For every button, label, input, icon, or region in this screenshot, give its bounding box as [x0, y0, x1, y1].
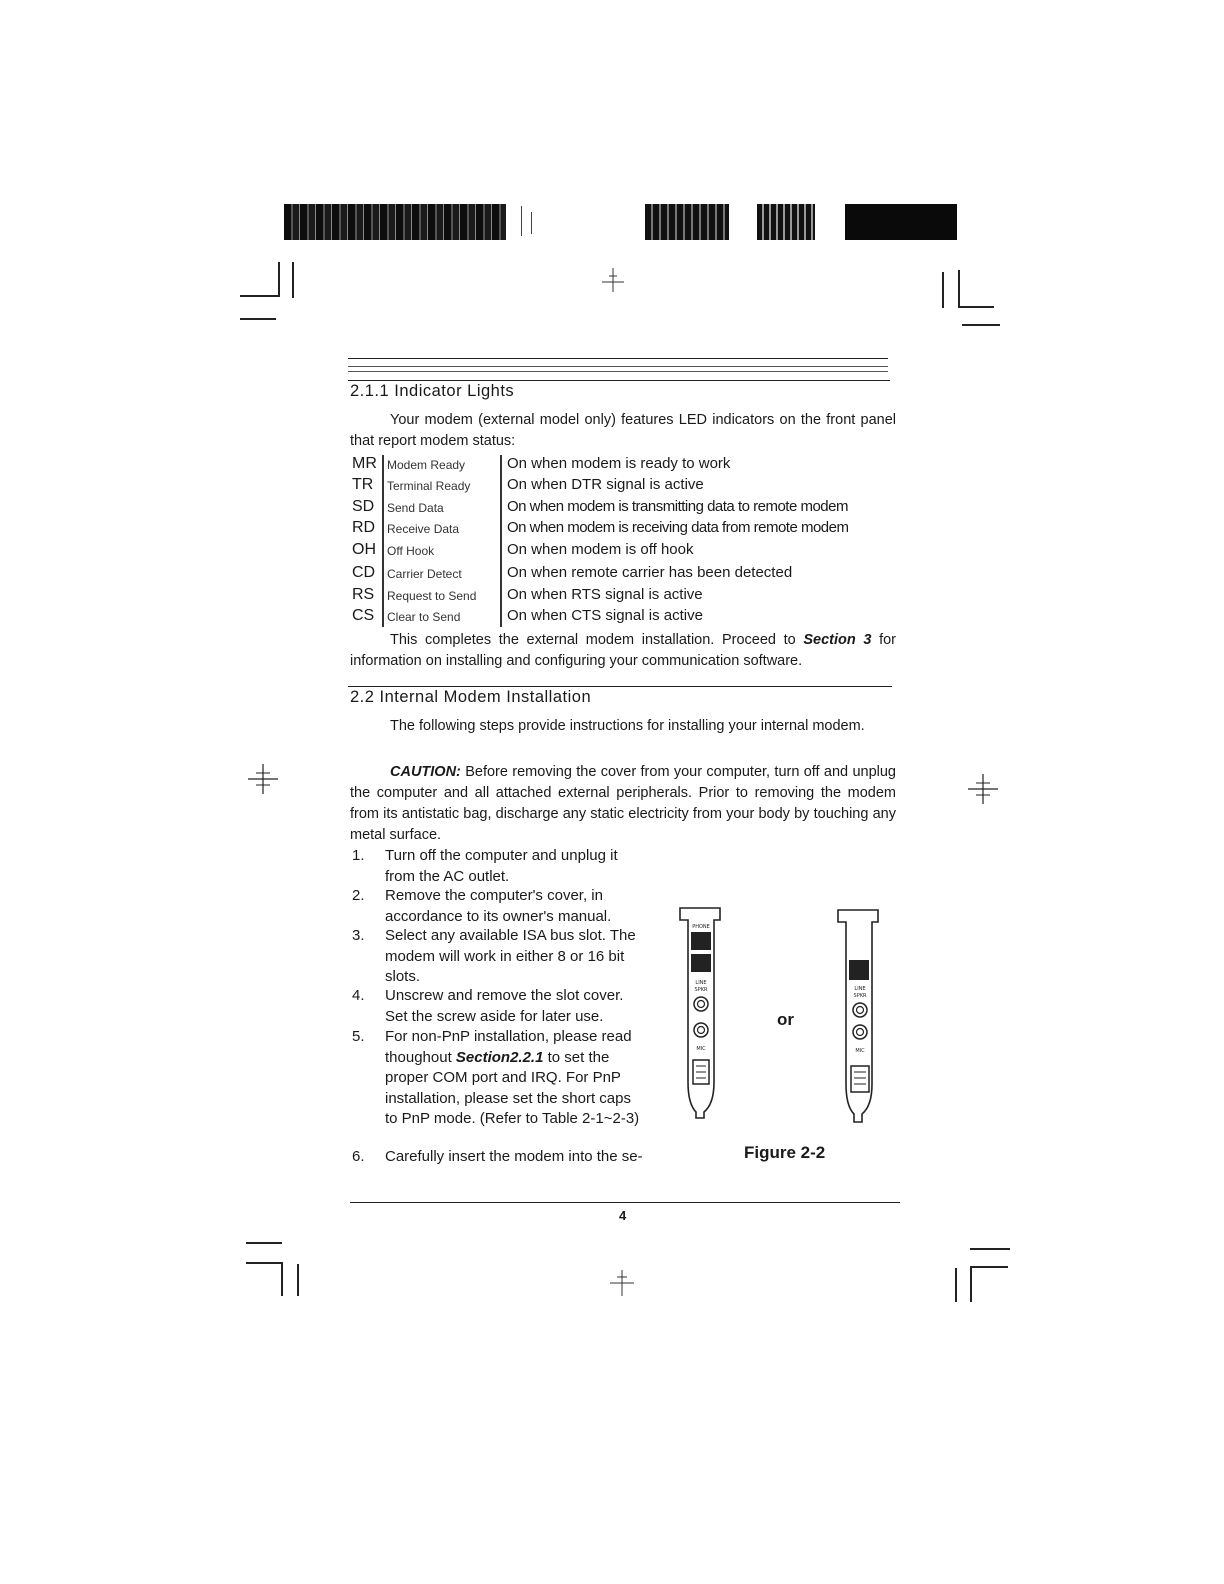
bracket-label: SPKR — [853, 993, 867, 999]
bracket-label: SPKR — [694, 987, 708, 993]
crop-mark — [297, 1264, 299, 1296]
indicator-code: MR — [352, 455, 377, 472]
header-scan-bar-left — [284, 204, 506, 240]
crop-mark — [962, 324, 1000, 326]
step-text: Select any available ISA bus slot. The modem will work in either 8 or 16 bit slots. — [385, 927, 636, 985]
bracket-label: LINE — [695, 980, 707, 986]
indicator-row-cs — [350, 607, 910, 629]
indicator-name: Off Hook — [387, 544, 435, 558]
registration-mark-bottom — [608, 1268, 636, 1298]
step-text — [385, 1027, 643, 1130]
section-reference: Section 3 — [803, 632, 872, 648]
section-rule — [348, 686, 892, 687]
crop-mark — [970, 1266, 972, 1302]
indicator-description: On when modem is ready to work — [507, 455, 731, 472]
step-number: 1. — [352, 847, 365, 864]
header-rule — [348, 380, 890, 381]
indicator-code: TR — [352, 476, 374, 493]
crop-mark — [942, 272, 944, 308]
crop-mark — [958, 270, 960, 308]
caution-label: CAUTION: — [390, 764, 461, 780]
registration-mark-top — [600, 266, 626, 294]
indicator-row-cd — [350, 564, 910, 586]
section-heading-indicator-lights: 2.1.1 Indicator Lights — [350, 382, 515, 400]
indicator-intro-paragraph — [350, 410, 896, 452]
header-scan-bar-mid — [645, 204, 729, 240]
step-text: Remove the computer's cover, in accordance to its owner's manual. — [385, 887, 612, 925]
indicator-row-tr — [350, 476, 910, 498]
header-rule — [348, 366, 888, 367]
indicator-code: CS — [352, 607, 375, 624]
indicator-description: On when modem is receiving data from remote modem — [507, 519, 849, 536]
step-text: Unscrew and remove the slot cover. Set the screw aside for later use. — [385, 987, 624, 1025]
section-reference: Section2.2.1 — [455, 1048, 544, 1066]
indicator-intro-text: Your modem (external model only) features LED indicators on the front panel that report modem status: — [350, 412, 896, 449]
indicator-row-rd — [350, 519, 910, 541]
crop-mark — [240, 318, 276, 320]
step-text: Carefully insert the modem into the se- — [385, 1148, 643, 1165]
header-tick — [531, 212, 532, 234]
completion-text-after: for information on installing and configuring your communication software. — [350, 632, 896, 669]
crop-mark — [278, 262, 280, 296]
indicator-description: On when remote carrier has been detected — [507, 564, 793, 581]
bracket-label: MIC — [696, 1046, 706, 1052]
caution-text: Before removing the cover from your computer, turn off and unplug the computer and all attached external peripherals. Prior to removing the modem from its antistatic bag, discharge any static electricity from your body by touching any metal surface. — [350, 764, 896, 843]
header-tick — [521, 206, 522, 236]
indicator-name: Clear to Send — [387, 610, 461, 624]
indicator-name: Receive Data — [387, 522, 460, 536]
step-number: 4. — [352, 987, 365, 1004]
indicator-description: On when modem is off hook — [507, 541, 694, 558]
step-number: 5. — [352, 1028, 365, 1045]
crop-mark — [955, 1268, 957, 1302]
indicator-description: On when CTS signal is active — [507, 607, 703, 624]
step-text-after: to set the proper COM port and IRQ. For PnP installation, please set the short caps to PnP mode. (Refer to Table 2-1~2-3) — [385, 1048, 640, 1127]
indicator-row-sd — [350, 498, 910, 520]
indicator-name: Request to Send — [387, 589, 477, 603]
header-scan-bar-right — [845, 204, 957, 240]
indicator-row-rs — [350, 586, 910, 608]
header-scan-bar-mid2 — [757, 204, 815, 240]
header-rule — [348, 358, 888, 359]
dip-switch-icon — [851, 1066, 869, 1092]
caution-paragraph — [350, 762, 896, 846]
crop-mark — [246, 1262, 282, 1264]
figure-or-label: or — [777, 1010, 794, 1029]
header-rule — [348, 371, 888, 372]
step-number: 6. — [352, 1148, 365, 1165]
indicator-description: On when modem is transmitting data to remote modem — [507, 498, 848, 515]
indicator-code: OH — [352, 541, 376, 558]
registration-mark-right — [966, 772, 1000, 806]
indicator-row-oh — [350, 541, 910, 563]
indicator-code: RS — [352, 586, 375, 603]
crop-mark — [281, 1262, 283, 1296]
internal-intro-text: The following steps provide instructions for installing your internal modem. — [390, 718, 865, 734]
indicator-name: Send Data — [387, 501, 444, 515]
indicator-description: On when DTR signal is active — [507, 476, 704, 493]
indicator-name: Carrier Detect — [387, 567, 462, 581]
indicator-code: RD — [352, 519, 376, 536]
step-text-before: For non-PnP installation, please read thoughout — [385, 1028, 632, 1066]
completion-text-before: This completes the external modem installation. Proceed to — [390, 632, 804, 648]
indicator-code: SD — [352, 498, 375, 515]
page-number: 4 — [619, 1208, 627, 1223]
step-number: 3. — [352, 927, 365, 944]
internal-intro-paragraph — [350, 716, 896, 737]
crop-mark — [958, 306, 994, 308]
crop-mark — [246, 1242, 282, 1244]
indicator-name: Modem Ready — [387, 458, 466, 472]
modem-bracket-left — [676, 906, 726, 1122]
indicator-row-mr — [350, 455, 910, 477]
section-heading-internal-modem: 2.2 Internal Modem Installation — [350, 688, 592, 706]
bracket-label: LINE — [854, 986, 866, 992]
crop-mark — [292, 262, 294, 298]
crop-mark — [970, 1248, 1010, 1250]
bracket-label: MIC — [855, 1048, 865, 1054]
crop-mark — [970, 1266, 1008, 1268]
completion-paragraph — [350, 630, 896, 672]
footer-rule — [350, 1202, 900, 1203]
bracket-label: PHONE — [692, 924, 710, 930]
registration-mark-left — [246, 762, 280, 796]
step-text: Turn off the computer and unplug it from the AC outlet. — [385, 847, 618, 885]
crop-mark — [240, 295, 280, 297]
indicator-description: On when RTS signal is active — [507, 586, 703, 603]
indicator-name: Terminal Ready — [387, 479, 471, 493]
indicator-code: CD — [352, 564, 376, 581]
figure-caption: Figure 2-2 — [744, 1143, 826, 1162]
modem-bracket-right — [836, 908, 884, 1128]
step-number: 2. — [352, 887, 365, 904]
